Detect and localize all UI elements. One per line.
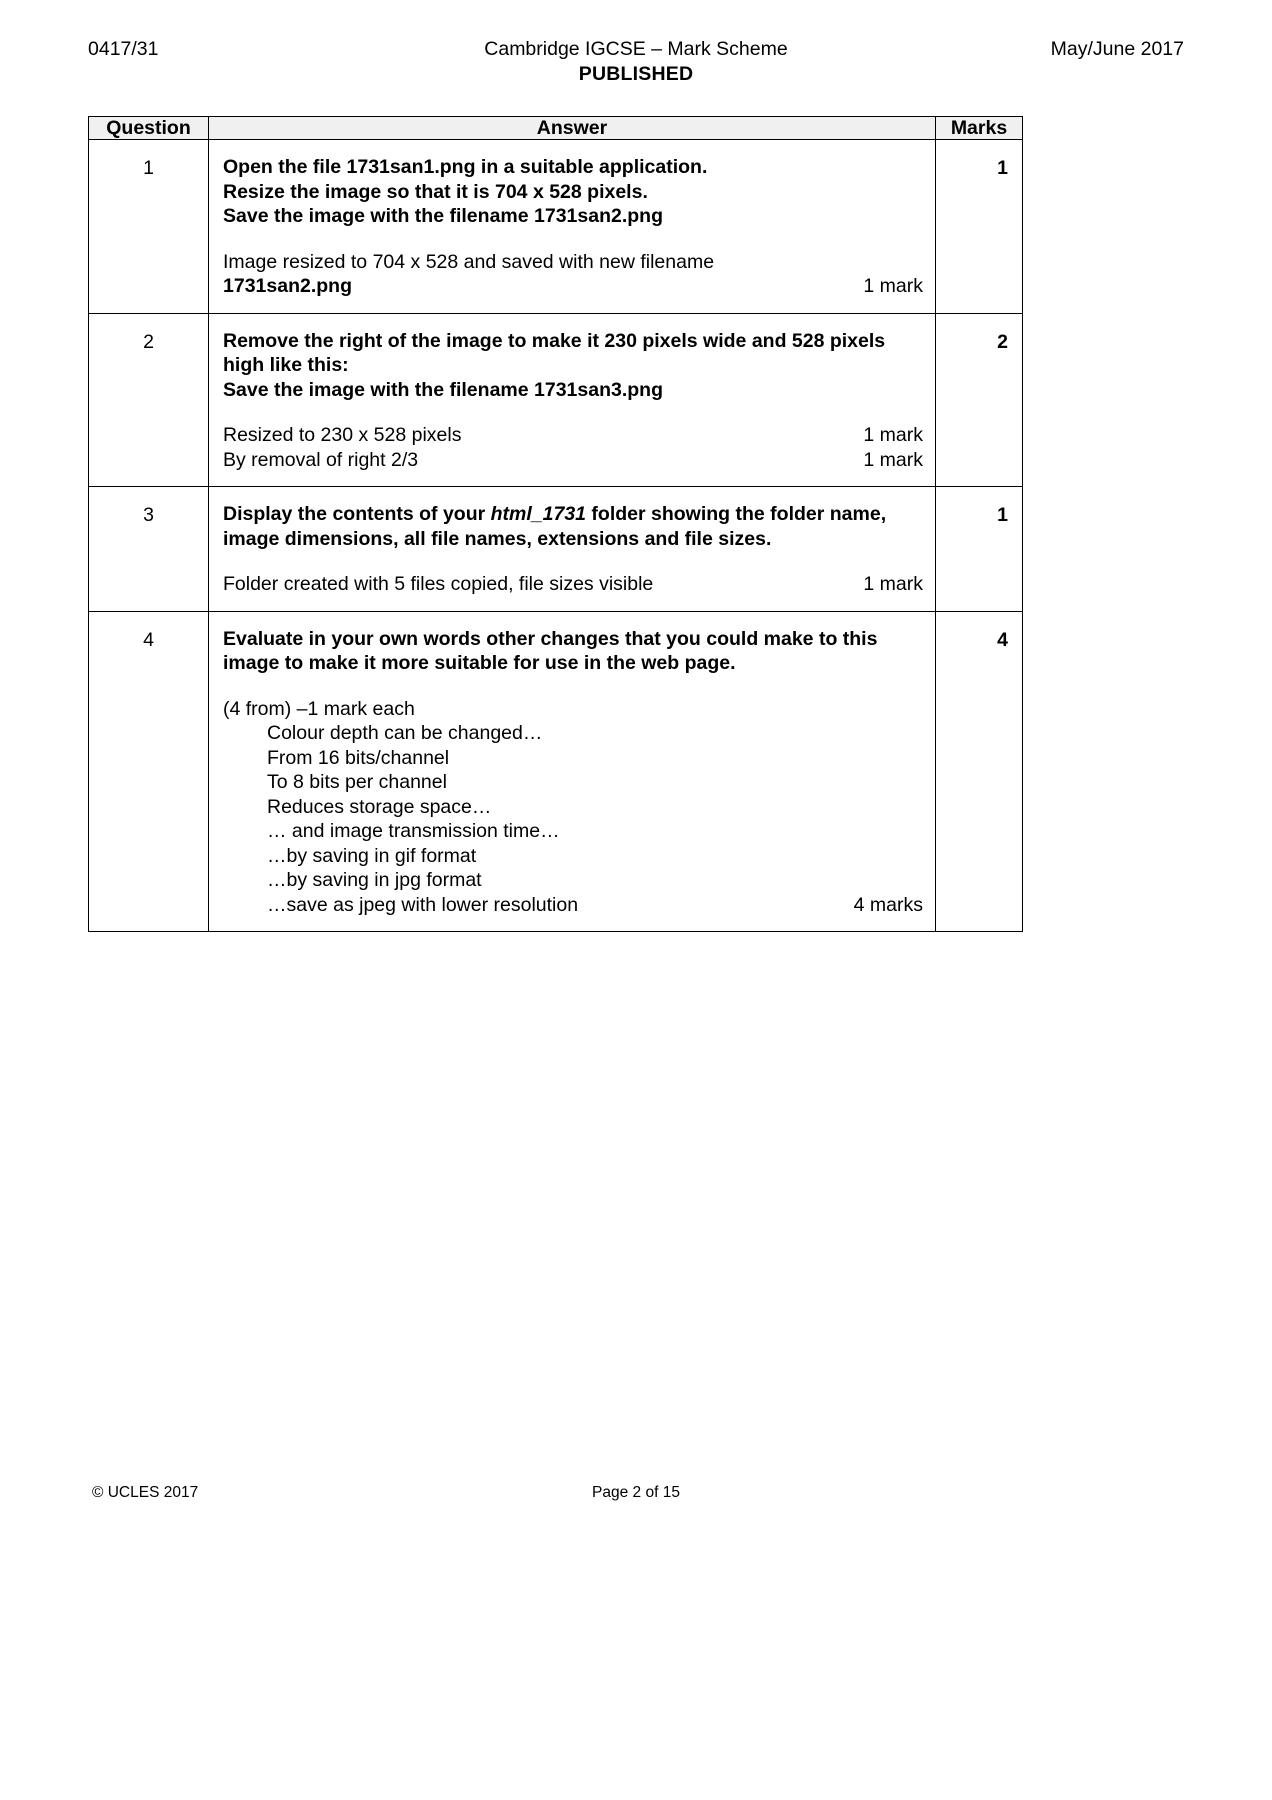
answer-body <box>223 250 923 299</box>
document-footer <box>88 1482 1184 1506</box>
question-number: 2 <box>89 313 209 487</box>
question-marks: 2 <box>936 313 1023 487</box>
question-number: 3 <box>89 487 209 612</box>
question-stem: Evaluate in your own words other changes that you could make to this image to make it more suitable for use in the web page. <box>223 627 878 674</box>
page-number: Page 2 of 15 <box>592 1484 680 1501</box>
question-marks: 4 <box>936 611 1023 932</box>
question-marks: 1 <box>936 140 1023 314</box>
document-header <box>88 36 1184 92</box>
question-answer <box>209 487 936 612</box>
header-top-row <box>88 36 1184 62</box>
published-status: PUBLISHED <box>578 63 694 85</box>
mark-allocation: 1 mark <box>863 448 923 471</box>
copyright-notice: © UCLES 2017 <box>92 1484 199 1501</box>
mark-allocation: 4 marks <box>853 893 923 916</box>
mark-allocation: 1 mark <box>863 573 923 595</box>
table-row <box>89 313 1023 487</box>
question-number: 1 <box>89 140 209 314</box>
mark-scheme-table <box>88 116 1023 932</box>
answer-points-list <box>223 697 923 918</box>
document-title: Cambridge IGCSE – Mark Scheme <box>484 38 788 60</box>
exam-session: May/June 2017 <box>1050 38 1184 60</box>
list-item: Colour depth can be changed… <box>267 722 543 744</box>
question-marks: 1 <box>936 487 1023 612</box>
list-item: … and image transmission time… <box>267 820 560 842</box>
spacer <box>223 229 923 250</box>
question-stem: Remove the right of the image to make it 230 pixels wide and 528 pixels high like this: Save the image with the filename 1731san3.png <box>223 329 886 401</box>
answer-line: Resized to 230 x 528 pixels 1 mark <box>223 424 923 446</box>
question-answer <box>209 313 936 487</box>
answer-body <box>223 572 923 597</box>
column-header-marks: Marks <box>936 117 1023 140</box>
column-header-answer: Answer <box>209 117 936 140</box>
spacer <box>223 402 923 423</box>
list-item: …by saving in jpg format <box>267 869 482 891</box>
answer-line: Folder created with 5 files copied, file sizes visible 1 mark <box>223 573 923 595</box>
answer-body <box>223 423 923 472</box>
table-body <box>89 140 1023 932</box>
answer-line: Image resized to 704 x 528 and saved with new filename <box>223 250 715 273</box>
mark-allocation: 1 mark <box>863 275 923 297</box>
column-header-question: Question <box>89 117 209 140</box>
answer-line: By removal of right 2/3 1 mark <box>223 448 923 471</box>
spacer <box>223 551 923 572</box>
question-number: 4 <box>89 611 209 932</box>
mark-allocation: 1 mark <box>863 424 923 446</box>
syllabus-code: 0417/31 <box>88 38 159 60</box>
list-item: …save as jpeg with lower resolution 4 marks <box>267 893 923 916</box>
question-stem: Display the contents of your html_1731 folder showing the folder name, image dimensions, all file names, extensions and file sizes. <box>223 503 887 550</box>
table-row <box>89 487 1023 612</box>
list-item: Reduces storage space… <box>267 795 492 818</box>
spacer <box>223 676 923 697</box>
answer-line: 1731san2.png 1 mark <box>223 275 923 297</box>
points-lead: (4 from) –1 mark each <box>223 697 415 720</box>
table-row <box>89 140 1023 314</box>
question-answer <box>209 611 936 932</box>
list-item: From 16 bits/channel <box>267 746 450 769</box>
list-item: …by saving in gif format <box>267 844 477 867</box>
table-header-row <box>89 117 1023 140</box>
question-answer <box>209 140 936 314</box>
table-row <box>89 611 1023 932</box>
list-item: To 8 bits per channel <box>267 771 447 793</box>
question-stem: Open the file 1731san1.png in a suitable application. Resize the image so that it is 704 x 528 pixels. Save the image with the filename 1731san2.png <box>223 156 708 227</box>
